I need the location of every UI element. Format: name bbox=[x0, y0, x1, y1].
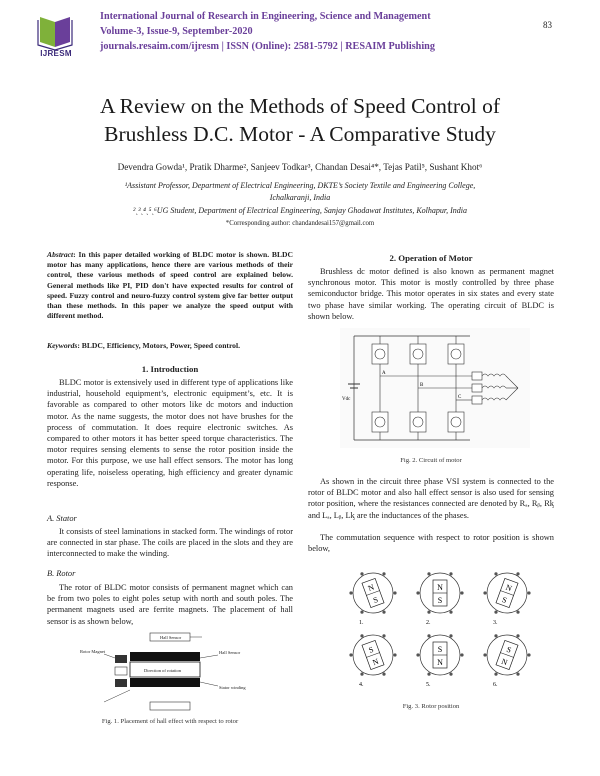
pole-label: S bbox=[505, 644, 513, 655]
rotor-paragraph: The rotor of BLDC motor consists of permanent magnet which can be from two poles to eight poles setup with north and south poles. The permanent magnets used are ferrite magnets. The placement of hall sensor is as shown below, bbox=[47, 583, 293, 626]
rotor-position bbox=[483, 572, 530, 626]
figure-1-caption: Fig. 1. Placement of hall effect with respect to rotor bbox=[101, 718, 239, 725]
circuit-label: Vdc bbox=[342, 397, 351, 402]
rotor-position-number: 2. bbox=[426, 620, 431, 626]
keywords-label: Keywords bbox=[47, 341, 78, 350]
rotor-position bbox=[416, 572, 463, 626]
figure-3-rotor-positions bbox=[345, 565, 535, 695]
affiliation-2: ²ˎ³ˎ⁴ˎ⁵ˎ⁶UG Student, Department of Electrical Engineering, Sanjay Ghodawat Institutes, Kolhapur, India bbox=[133, 206, 467, 215]
rotor-position bbox=[483, 634, 530, 688]
paper-title-line2: Brushless D.C. Motor - A Comparative Study bbox=[104, 122, 496, 146]
rotor-position bbox=[349, 634, 396, 688]
fig1-label: Hall Sensor bbox=[219, 650, 241, 655]
fig1-label: Direction of rotation bbox=[144, 668, 181, 673]
rotor-position-number: 1. bbox=[359, 620, 364, 626]
pole-label: N bbox=[504, 582, 514, 594]
rotor-position bbox=[416, 634, 463, 688]
journal-volume: Volume-3, Issue-9, September-2020 bbox=[100, 26, 253, 37]
rotor-position-number: 3. bbox=[493, 620, 498, 626]
fig1-label: Stator winding bbox=[219, 685, 246, 690]
pole-label: N bbox=[371, 656, 380, 668]
stator-paragraph: It consists of steel laminations in stacked form. The windings of rotor are connected in star phase. The coils are placed in the slots and they are interconnected to make the winding. bbox=[47, 527, 293, 559]
figure-2-circuit bbox=[340, 328, 530, 448]
intro-paragraph: BLDC motor is extensively used in different type of applications like industrial, household equipment’s, electronic equipment’s, etc. It is favorable as compared to other motors like dc motors and induction motor. As the name suggests, the motor does not have brushes for the process of commutation. It does require electronic switches. As compared to other motors it has better speed torque characteristics. The motor requires sensing elements to sense the rotor position inside the motor. For this purpose, we use hall effect sensors. The motor has long operating life, noiseless operating, high efficiency and greater dynamic response. bbox=[47, 378, 293, 488]
corresponding-author: *Corresponding author: chandandesai157@gmail.com bbox=[225, 220, 375, 227]
pole-label: S bbox=[371, 595, 380, 606]
author-list: Devendra Gowda¹, Pratik Dharme², Sanjeev Todkar³, Chandan Desai⁴*, Tejas Patil⁵, Sushant Khot⁶ bbox=[117, 162, 483, 172]
book-icon bbox=[38, 17, 72, 50]
pole-label: N bbox=[437, 583, 443, 592]
abstract-text: : In this paper detailed working of BLDC motor is shown. BLDC motor has many applications, hence there are various methods of their control, these various methods of speed control are explained below. General methods like PI, PID don't have expected results for control of speed. Fuzzy control and neuro-fuzzy control system give far better output than these methods. In this paper we analyze the speed output with different method. bbox=[47, 250, 293, 321]
circuit-label: B bbox=[420, 383, 424, 388]
journal-logo bbox=[20, 14, 90, 60]
pole-label: N bbox=[500, 656, 509, 668]
abstract-label: Abstract bbox=[47, 250, 74, 259]
pole-label: N bbox=[437, 658, 443, 667]
logo-label: IJRESM bbox=[40, 49, 72, 58]
journal-title: International Journal of Research in Engineering, Science and Management bbox=[100, 11, 431, 22]
circuit-label: A bbox=[382, 371, 386, 376]
rotor-position-number: 4. bbox=[359, 682, 364, 688]
vsi-paragraph: As shown in the circuit three phase VSI system is connected to the rotor of BLDC motor and also hall effect sensor is also used for sensing rotor position, where the resistances connected are denoted by Rₐ, Rᵦ, Rᶄ and Lₐ, Lᵦ, Lᶄ are the inductances of the phases. bbox=[308, 477, 554, 520]
fig1-label: Rotor Magnet bbox=[80, 649, 106, 654]
abstract bbox=[47, 250, 293, 321]
operation-paragraph: Brushless dc motor defined is also known as permanent magnet synchronous motor. This motor is mostly controlled by three phase semiconductor bridge. This motor operates in six states and every state two phase have similar working. The operating circuit of BLDC is shown below. bbox=[308, 267, 554, 321]
operation-heading: 2. Operation of Motor bbox=[389, 253, 473, 263]
keywords-text: : BLDC, Efficiency, Motors, Power, Speed control. bbox=[77, 341, 240, 350]
affiliation-1-line1: ¹Assistant Professor, Department of Electrical Engineering, DKTE’s Society Textile and Engineering College, bbox=[124, 181, 476, 190]
paper-title-line1: A Review on the Methods of Speed Control of bbox=[99, 94, 501, 118]
pole-label: S bbox=[437, 596, 443, 605]
figure-1-hall-sensor bbox=[78, 630, 268, 712]
rotor-position-number: 5. bbox=[426, 682, 431, 688]
page-number: 83 bbox=[543, 20, 552, 30]
rotor-heading: B. Rotor bbox=[47, 569, 76, 578]
pole-label: S bbox=[500, 595, 509, 606]
keywords bbox=[47, 340, 293, 351]
stator-heading: A. Stator bbox=[47, 514, 77, 523]
circuit-label: C bbox=[458, 395, 462, 400]
figure-3-caption: Fig. 3. Rotor position bbox=[402, 703, 460, 710]
commutation-paragraph: The commutation sequence with respect to rotor position is shown below, bbox=[308, 533, 554, 554]
affiliation-1-line2: Ichalkaranji, India bbox=[269, 193, 331, 202]
intro-heading: 1. Introduction bbox=[141, 364, 199, 374]
journal-url: journals.resaim.com/ijresm | ISSN (Online): 2581-5792 | RESAIM Publishing bbox=[100, 41, 435, 52]
rotor-position bbox=[349, 572, 396, 626]
rotor-position-number: 6. bbox=[493, 682, 498, 688]
pole-label: S bbox=[367, 644, 375, 655]
figure-2-caption: Fig. 2. Circuit of motor bbox=[400, 457, 462, 464]
pole-label: S bbox=[437, 645, 443, 654]
pole-label: N bbox=[366, 582, 376, 594]
fig1-label: Hall Sensor bbox=[160, 635, 182, 640]
